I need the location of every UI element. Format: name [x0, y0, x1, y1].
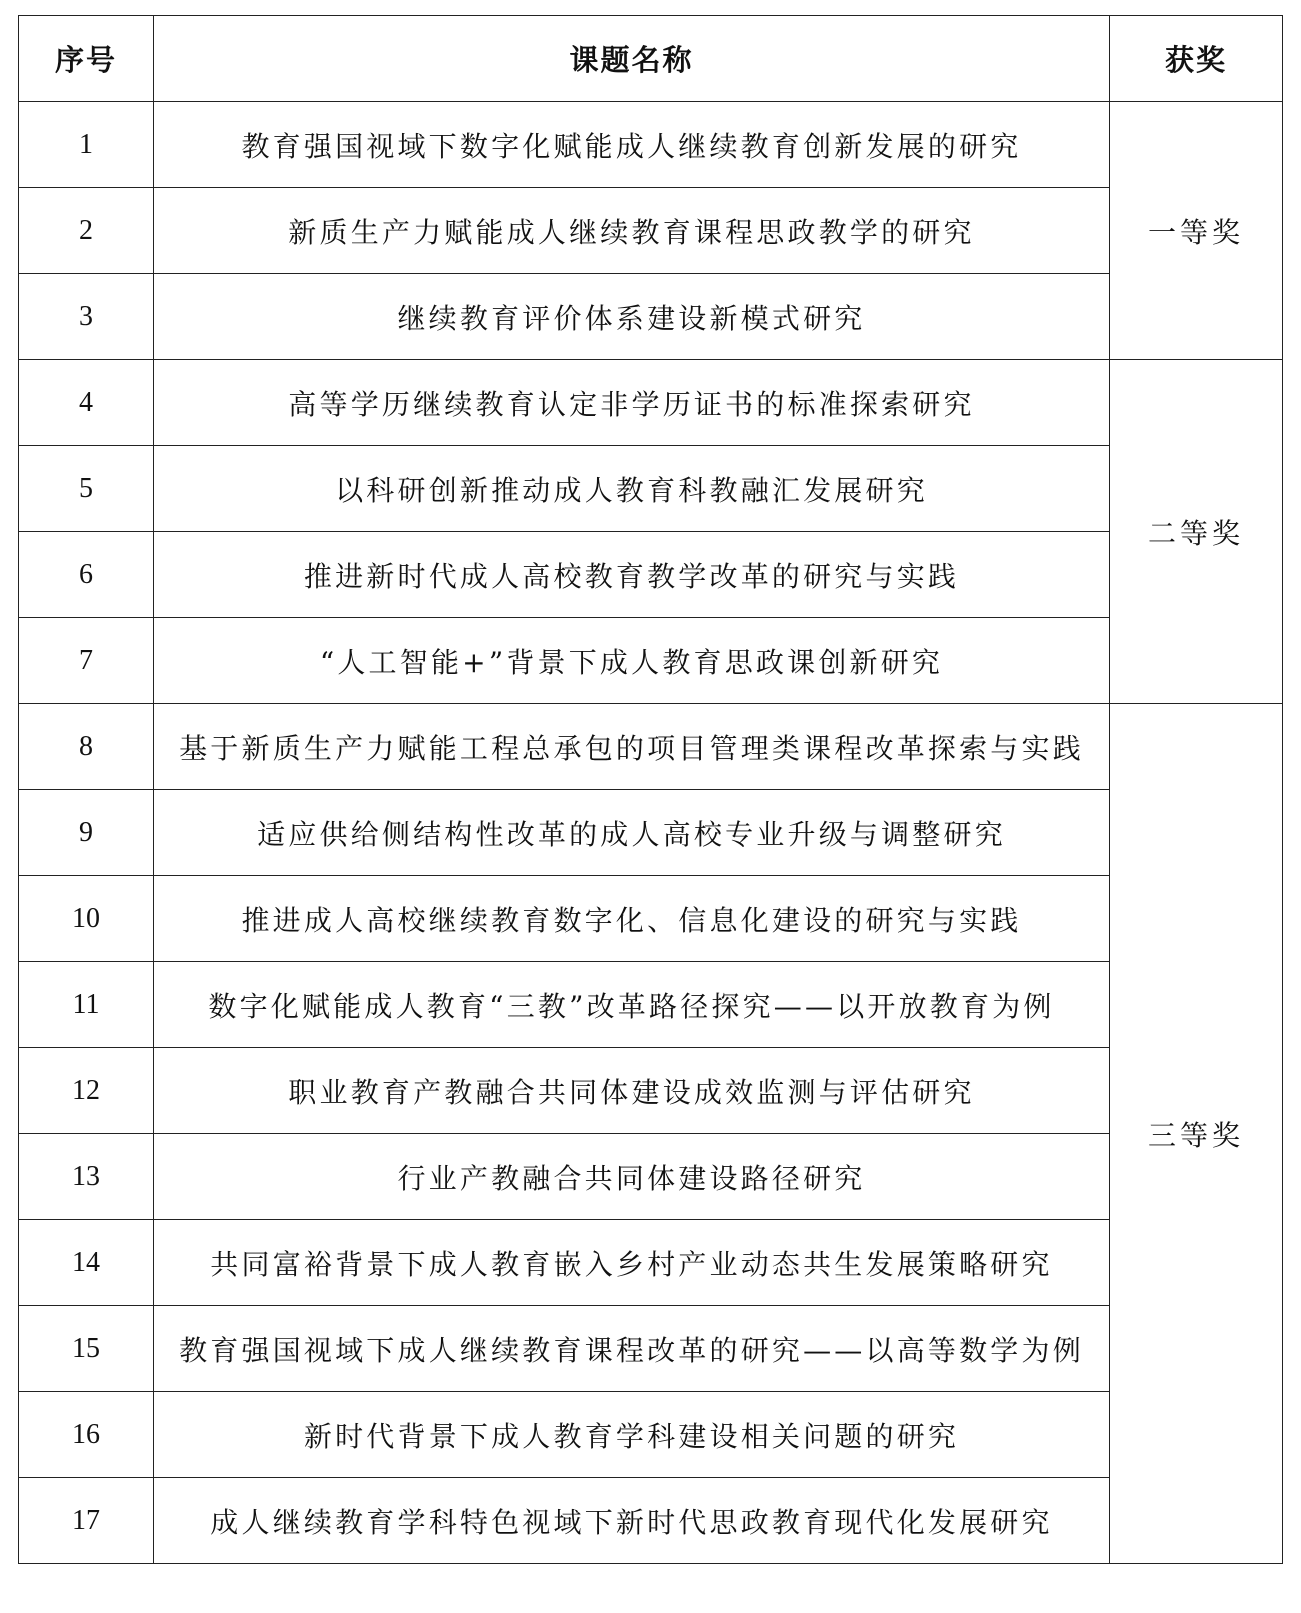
row-number: 17 — [19, 1478, 154, 1564]
table-row — [19, 704, 1283, 790]
row-number: 10 — [19, 876, 154, 962]
table-row — [19, 790, 1283, 876]
row-number: 12 — [19, 1048, 154, 1134]
row-number: 9 — [19, 790, 154, 876]
row-number: 14 — [19, 1220, 154, 1306]
row-number: 8 — [19, 704, 154, 790]
row-title: 新质生产力赋能成人继续教育课程思政教学的研究 — [154, 188, 1110, 274]
row-title: 以科研创新推动成人教育科教融汇发展研究 — [154, 446, 1110, 532]
row-title: 新时代背景下成人教育学科建设相关问题的研究 — [154, 1392, 1110, 1478]
row-title: 推进成人高校继续教育数字化、信息化建设的研究与实践 — [154, 876, 1110, 962]
table-row — [19, 618, 1283, 704]
row-number: 4 — [19, 360, 154, 446]
award-first: 一等奖 — [1110, 102, 1283, 360]
row-number: 16 — [19, 1392, 154, 1478]
award-third: 三等奖 — [1110, 704, 1283, 1564]
row-title: 适应供给侧结构性改革的成人高校专业升级与调整研究 — [154, 790, 1110, 876]
header-no: 序号 — [19, 16, 154, 102]
row-title: 基于新质生产力赋能工程总承包的项目管理类课程改革探索与实践 — [154, 704, 1110, 790]
table-row — [19, 446, 1283, 532]
row-number: 11 — [19, 962, 154, 1048]
row-number: 13 — [19, 1134, 154, 1220]
table-row — [19, 1306, 1283, 1392]
row-number: 5 — [19, 446, 154, 532]
row-number: 7 — [19, 618, 154, 704]
awards-table — [18, 15, 1283, 1564]
table-row — [19, 360, 1283, 446]
table-row — [19, 274, 1283, 360]
row-number: 3 — [19, 274, 154, 360]
row-title: 共同富裕背景下成人教育嵌入乡村产业动态共生发展策略研究 — [154, 1220, 1110, 1306]
award-second: 二等奖 — [1110, 360, 1283, 704]
table-row — [19, 102, 1283, 188]
table-row — [19, 532, 1283, 618]
table-row — [19, 1134, 1283, 1220]
header-award: 获奖 — [1110, 16, 1283, 102]
row-number: 15 — [19, 1306, 154, 1392]
table-row — [19, 188, 1283, 274]
header-title: 课题名称 — [154, 16, 1110, 102]
row-title: 高等学历继续教育认定非学历证书的标准探索研究 — [154, 360, 1110, 446]
row-number: 1 — [19, 102, 154, 188]
row-title: 教育强国视域下成人继续教育课程改革的研究——以高等数学为例 — [154, 1306, 1110, 1392]
row-number: 6 — [19, 532, 154, 618]
table-row — [19, 1478, 1283, 1564]
table-row — [19, 1392, 1283, 1478]
table-row — [19, 876, 1283, 962]
header-row — [19, 16, 1283, 102]
row-title: 继续教育评价体系建设新模式研究 — [154, 274, 1110, 360]
row-title: 行业产教融合共同体建设路径研究 — [154, 1134, 1110, 1220]
table-row — [19, 1220, 1283, 1306]
table-row — [19, 1048, 1283, 1134]
table-row — [19, 962, 1283, 1048]
row-number: 2 — [19, 188, 154, 274]
row-title: “人工智能+”背景下成人教育思政课创新研究 — [154, 618, 1110, 704]
row-title: 推进新时代成人高校教育教学改革的研究与实践 — [154, 532, 1110, 618]
row-title: 成人继续教育学科特色视域下新时代思政教育现代化发展研究 — [154, 1478, 1110, 1564]
row-title: 数字化赋能成人教育“三教”改革路径探究——以开放教育为例 — [154, 962, 1110, 1048]
row-title: 职业教育产教融合共同体建设成效监测与评估研究 — [154, 1048, 1110, 1134]
row-title: 教育强国视域下数字化赋能成人继续教育创新发展的研究 — [154, 102, 1110, 188]
